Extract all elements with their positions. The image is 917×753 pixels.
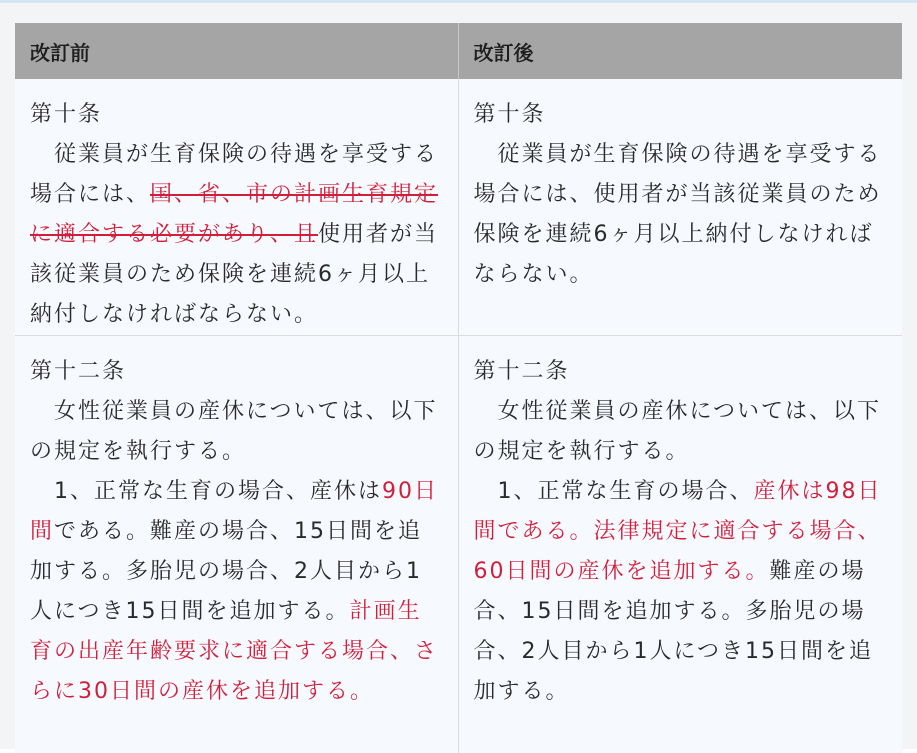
changed-text: 90日間	[30, 479, 438, 544]
article-paragraph: 女性従業員の産休については、以下の規定を執行する。	[30, 399, 438, 464]
cell-article12-before	[15, 336, 458, 753]
article-text: 従業員が生育保険の待遇を享受する場合には、	[30, 142, 439, 207]
article-text: である。難産の場合、15日間を追加する。多胎児の場合、2人目から1人につき15日間を追加する。	[30, 519, 423, 624]
table-row	[15, 79, 902, 336]
article-title: 第十二条	[473, 359, 570, 384]
comparison-table	[15, 23, 902, 753]
article-text: 難産の場合、15日間を追加する。多胎児の場合、2人目から1人につき15日間を追加する。	[473, 559, 874, 704]
changed-text: 計画生育の出産年齢要求に適合する場合、さらに30日間の産休を追加する。	[30, 599, 439, 704]
article-text: 1、正常な生育の場合、	[473, 479, 754, 504]
header-before: 改訂前	[15, 23, 458, 79]
article-text: 使用者が当該従業員のため保険を連続6ヶ月以上納付しなければならない。	[30, 222, 439, 327]
article-title: 第十条	[30, 102, 103, 127]
changed-text: 産休は98日間である。法律規定に適合する場合、60日間の産休を追加する。	[473, 479, 882, 584]
article-title: 第十条	[473, 102, 546, 127]
header-after: 改訂後	[458, 23, 902, 79]
cell-article10-after	[458, 79, 902, 336]
deleted-text: 国、省、市の計画生育規定に適合する必要があり、且	[30, 182, 439, 247]
article-title: 第十二条	[30, 359, 127, 384]
table-row	[15, 336, 902, 753]
cell-article10-before	[15, 79, 458, 336]
article-paragraph: 女性従業員の産休については、以下の規定を執行する。	[473, 399, 882, 464]
cell-article12-after	[458, 336, 902, 753]
header-row	[15, 23, 902, 79]
article-text: 従業員が生育保険の待遇を享受する場合には、使用者が当該従業員のため保険を連続6ヶ月以上納付しなければならない。	[473, 142, 882, 287]
article-text: 1、正常な生育の場合、産休は	[30, 479, 382, 504]
